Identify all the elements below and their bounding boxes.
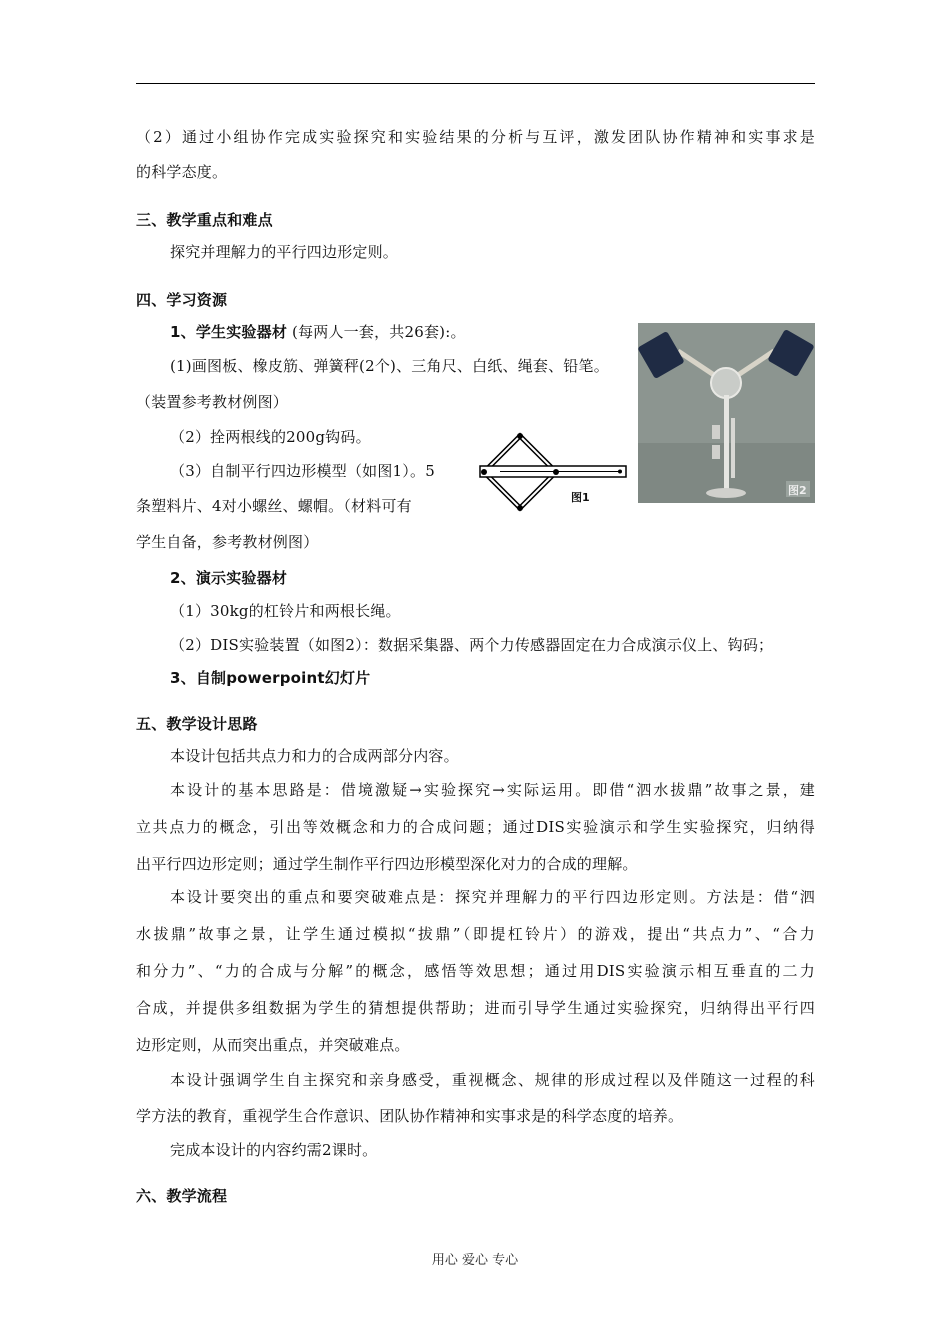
list-item: （2）拴两根线的200g钩码。 bbox=[170, 428, 371, 446]
section-heading: 五、教学设计思路 bbox=[136, 715, 258, 733]
figure-1-parallelogram-model bbox=[470, 428, 630, 516]
paragraph-line: 探究并理解力的平行四边形定则。 bbox=[170, 243, 399, 261]
paragraph-line: 和分力”、“力的合成与分解”的概念，感悟等效思想；通过用DIS实验演示相互垂直的二力 bbox=[136, 962, 815, 980]
list-item: （1）30kg的杠铃片和两根长绳。 bbox=[170, 602, 401, 620]
page-footer: 用心 爱心 专心 bbox=[431, 1253, 519, 1268]
paragraph-line: 立共点力的概念，引出等效概念和力的合成问题；通过DIS实验演示和学生实验探究，归纳得 bbox=[136, 818, 815, 836]
list-item: 学生自备，参考教材例图） bbox=[136, 533, 319, 551]
subheading-line bbox=[170, 322, 466, 342]
paragraph-line: 本设计的基本思路是：借境激疑→实验探究→实际运用。即借“泗水拔鼎”故事之景，建 bbox=[170, 781, 815, 799]
paragraph-line: 学方法的教育，重视学生合作意识、团队协作精神和实事求是的科学态度的培养。 bbox=[136, 1107, 684, 1125]
paragraph-line: 完成本设计的内容约需2课时。 bbox=[170, 1141, 378, 1159]
subheading: 3、自制powerpoint幻灯片 bbox=[170, 669, 371, 687]
paragraph-line: 本设计强调学生自主探究和亲身感受，重视概念、规律的形成过程以及伴随这一过程的科 bbox=[170, 1071, 815, 1089]
figure-2-caption: 图2 bbox=[788, 484, 807, 497]
section-heading: 三、教学重点和难点 bbox=[136, 211, 273, 229]
list-item: （2）DIS实验装置（如图2）：数据采集器、两个力传感器固定在力合成演示仪上、钩码； bbox=[170, 636, 774, 654]
figure-2-dis-apparatus-photo bbox=[638, 323, 815, 503]
subheading: 1、学生实验器材 bbox=[170, 323, 288, 341]
paragraph-line: 水拔鼎”故事之景，让学生通过模拟“拔鼎”（即提杠铃片）的游戏，提出“共点力”、“合力 bbox=[136, 925, 815, 943]
paragraph-line: 边形定则，从而突出重点，并突破难点。 bbox=[136, 1036, 410, 1054]
subheading: 2、演示实验器材 bbox=[170, 569, 288, 587]
paragraph-line: 出平行四边形定则；通过学生制作平行四边形模型深化对力的合成的理解。 bbox=[136, 855, 638, 873]
list-item: (1)画图板、橡皮筋、弹簧秤(2个)、三角尺、白纸、绳套、铅笔。 bbox=[170, 357, 609, 375]
list-item: （3）自制平行四边形模型（如图1）。5 bbox=[170, 462, 435, 480]
section-heading: 四、学习资源 bbox=[136, 291, 228, 309]
figure-1-caption: 图1 bbox=[571, 491, 590, 504]
header-rule bbox=[136, 83, 815, 84]
paragraph-line: 合成，并提供多组数据为学生的猜想提供帮助；进而引导学生通过实验探究，归纳得出平行四 bbox=[136, 999, 815, 1017]
paragraph-line: （2）通过小组协作完成实验探究和实验结果的分析与互评，激发团队协作精神和实事求是 bbox=[136, 128, 815, 146]
subheading-note: (每两人一套，共26套):。 bbox=[292, 323, 466, 341]
paragraph-line: 的科学态度。 bbox=[136, 163, 228, 181]
paragraph-line: 本设计包括共点力和力的合成两部分内容。 bbox=[170, 747, 459, 765]
list-item: 条塑料片、4对小螺丝、螺帽。（材料可有 bbox=[136, 497, 412, 515]
list-item: （装置参考教材例图） bbox=[136, 393, 289, 411]
section-heading: 六、教学流程 bbox=[136, 1187, 228, 1205]
paragraph-line: 本设计要突出的重点和要突破难点是：探究并理解力的平行四边形定则。方法是：借“泗 bbox=[170, 888, 815, 906]
